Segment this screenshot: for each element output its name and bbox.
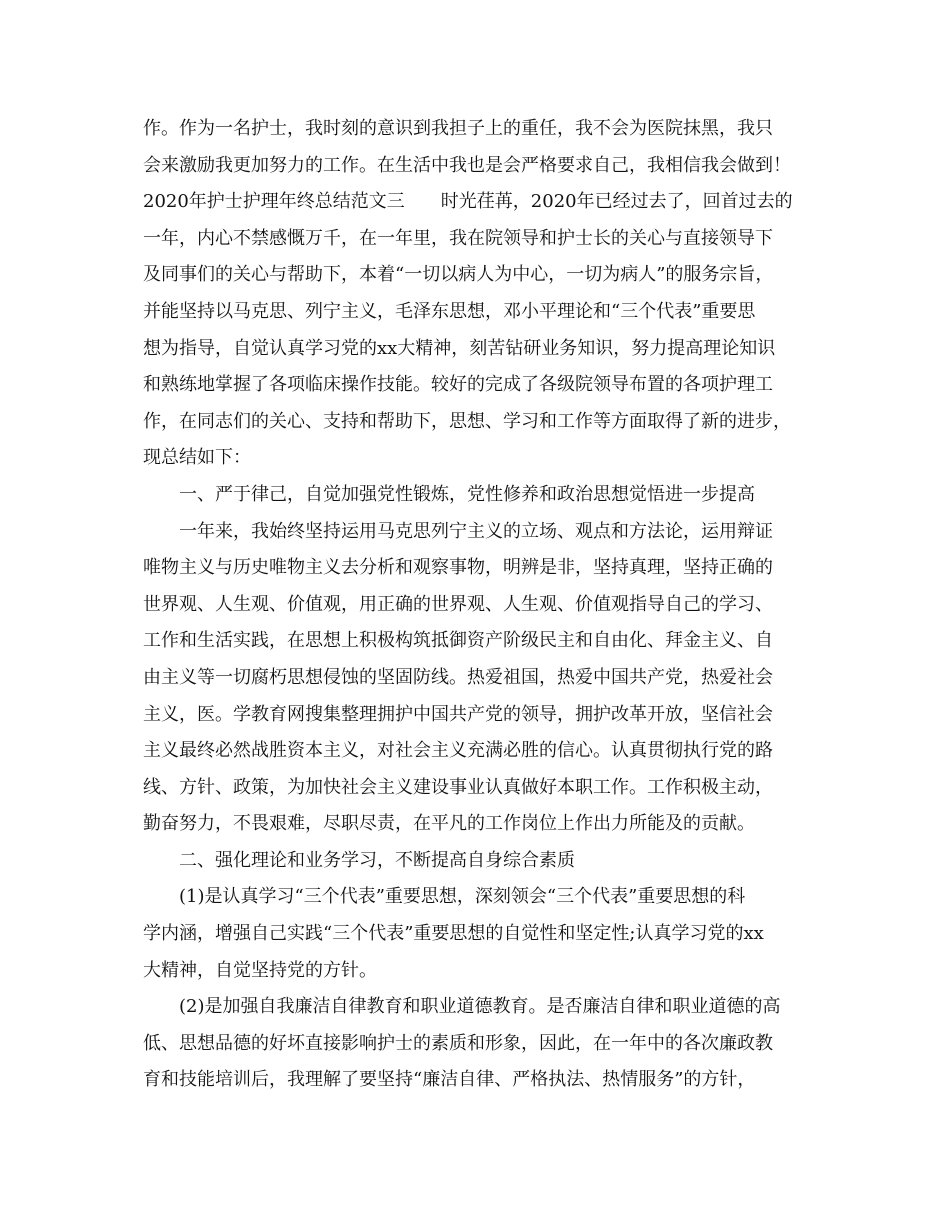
text-line: 线、方针、政策，为加快社会主义建设事业认真做好本职工作。工作积极主动， — [143, 776, 773, 798]
text-line: 和熟练地掌握了各项临床操作技能。较好的完成了各级院领导布置的各项护理工 — [143, 374, 773, 396]
section-heading-2: 二、强化理论和业务学习，不断提高自身综合素质 — [179, 849, 575, 871]
text-line: 及同事们的关心与帮助下，本着“一切以病人为中心，一切为病人”的服务宗旨， — [143, 264, 774, 286]
text-line: 主义，医。学教育网搜集整理拥护中国共产党的领导，拥护改革开放，坚信社会 — [143, 703, 773, 725]
text-line: 现总结如下： — [143, 447, 251, 469]
text-line: 工作和生活实践，在思想上积极构筑抵御资产阶级民主和自由化、拜金主义、自 — [143, 630, 773, 652]
text-line: 由主义等一切腐朽思想侵蚀的坚固防线。热爱祖国，热爱中国共产党，热爱社会 — [143, 666, 773, 688]
text-line: 作。作为一名护士，我时刻的意识到我担子上的重任，我不会为医院抹黑，我只 — [143, 118, 773, 139]
text-line: 一年，内心不禁感慨万千，在一年里，我在院领导和护士长的关心与直接领导下 — [143, 227, 773, 249]
text-line: 想为指导，自觉认真学习党的xx大精神，刻苦钻研业务知识，努力提高理论知识 — [143, 337, 776, 359]
text-line: (2)是加强自我廉洁自律教育和职业道德教育。是否廉洁自律和职业道德的高 — [179, 996, 781, 1018]
document-body — [143, 111, 811, 1099]
text-line: 会来激励我更加努力的工作。在生活中我也是会严格要求自己，我相信我会做到！ — [143, 154, 791, 176]
text-line: 学内涵，增强自己实践“三个代表”重要思想的自觉性和坚定性;认真学习党的xx — [143, 923, 764, 945]
text-line: 世界观、人生观、价值观，用正确的世界观、人生观、价值观指导自己的学习、 — [143, 593, 773, 615]
text-line: 主义最终必然战胜资本主义，对社会主义充满必胜的信心。认真贯彻执行党的路 — [143, 740, 773, 762]
text-line: 大精神，自觉坚持党的方针。 — [143, 959, 377, 981]
text-line: (1)是认真学习“三个代表”重要思想，深刻领会“三个代表”重要思想的科 — [179, 886, 746, 908]
text-line: 唯物主义与历史唯物主义去分析和观察事物，明辨是非，坚持真理，坚持正确的 — [143, 557, 773, 579]
text-line: 育和技能培训后，我理解了要坚持“廉洁自律、严格执法、热情服务”的方针， — [143, 1069, 756, 1091]
text-line: 2020年护士护理年终总结范文三 时光荏苒，2020年已经过去了，回首过去的 — [143, 191, 793, 213]
text-line: 一年来，我始终坚持运用马克思列宁主义的立场、观点和方法论，运用辩证 — [179, 520, 773, 542]
text-line: 并能坚持以马克思、列宁主义，毛泽东思想，邓小平理论和“三个代表”重要思 — [143, 300, 756, 322]
text-line: 勤奋努力，不畏艰难，尽职尽责，在平凡的工作岗位上作出力所能及的贡献。 — [143, 813, 755, 835]
text-line: 作，在同志们的关心、支持和帮助下，思想、学习和工作等方面取得了新的进步， — [143, 410, 791, 432]
section-heading-1: 一、严于律己，自觉加强党性锻炼，党性修养和政治思想觉悟进一步提高 — [179, 483, 755, 505]
text-line: 低、思想品德的好坏直接影响护士的素质和形象，因此，在一年中的各次廉政教 — [143, 1032, 773, 1054]
